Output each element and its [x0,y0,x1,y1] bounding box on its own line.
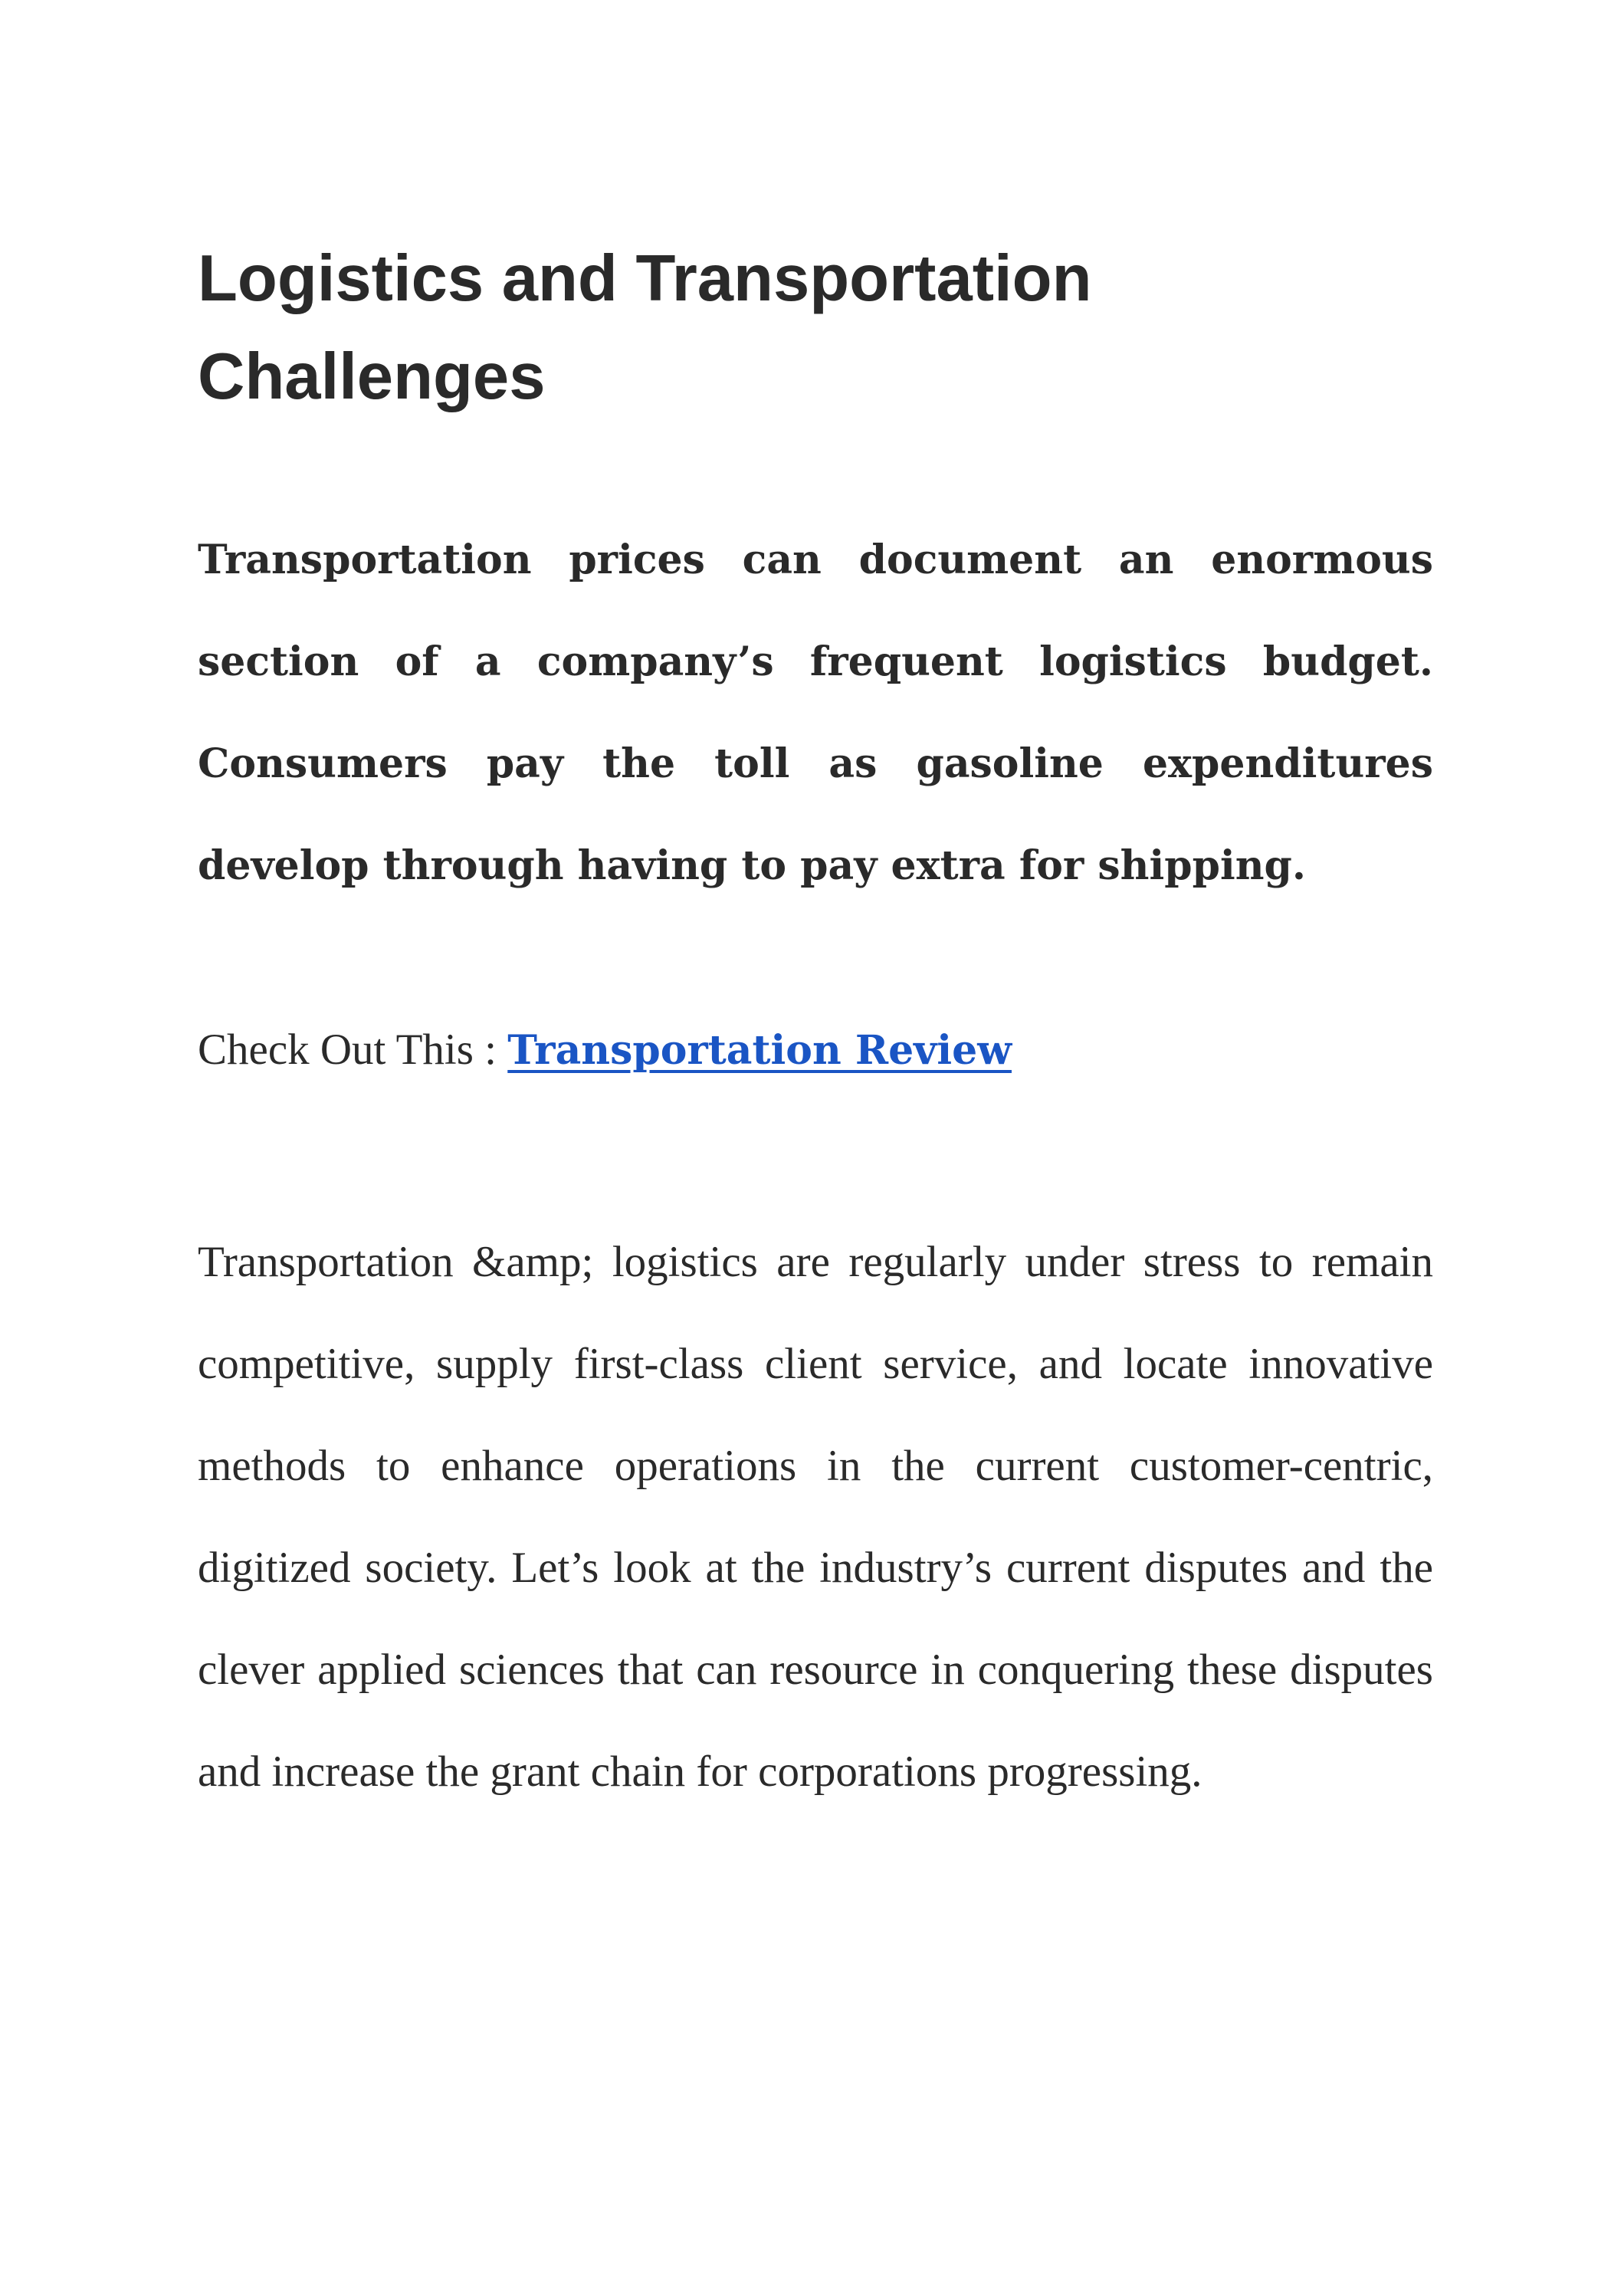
lead-paragraph: Transportation prices can document an enormous section of a company’s frequent logistics budget. Consumers pay the toll as gasoline expenditures develop through having to pay extra for shipping. [198,537,1433,889]
page-title: Logistics and Transportation Challenges [198,242,1092,413]
body-paragraph: Transportation &amp; logistics are regularly under stress to remain competitive, supply first-class client service, and locate innovative methods to enhance operations in the current customer-centric, digitized society. Let’s look at the industry’s current disputes and the clever applied sciences that can resource in conquering these disputes and increase the grant chain for corporations progressing. [198,1238,1433,1796]
transportation-review-link[interactable]: Transportation Review [507,1027,1012,1074]
checkout-prefix: Check Out This : [198,1026,508,1074]
checkout-line [198,1019,1433,1082]
document-page [198,230,1433,1823]
